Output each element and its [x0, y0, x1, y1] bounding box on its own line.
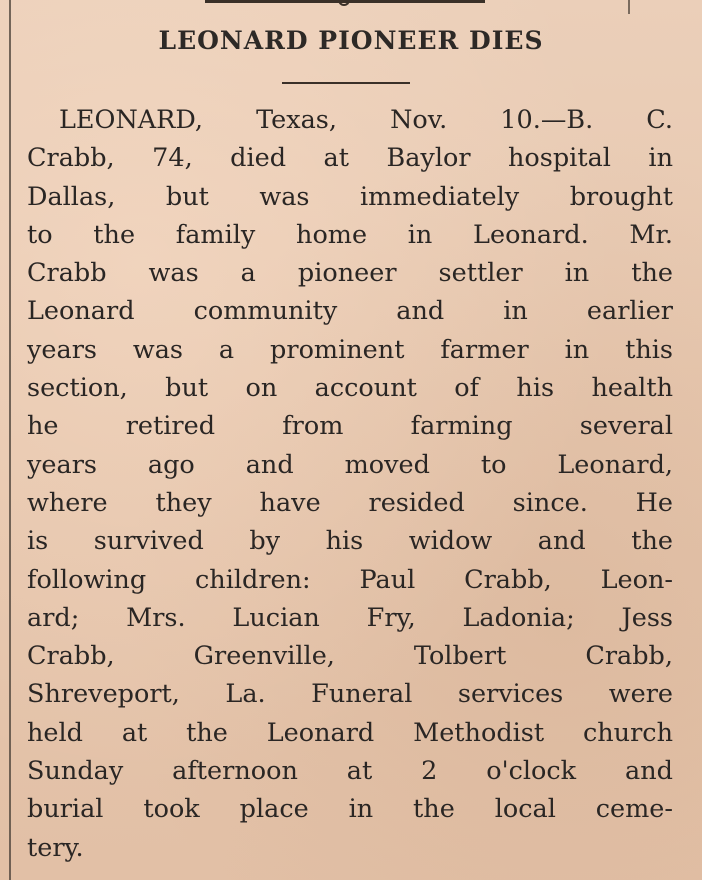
headline: LEONARD PIONEER DIES [158, 26, 544, 55]
article-line: following children: Paul Crabb, Leon- [27, 564, 673, 595]
article-line: Dallas, but was immediately brought [27, 181, 673, 212]
top-ornament [338, 0, 350, 6]
article-line: burial took place in the local ceme- [27, 794, 673, 825]
article-line: Crabb, Greenville, Tolbert Crabb, [27, 641, 673, 672]
headline-rule [282, 82, 410, 84]
article-line: is survived by his widow and the [27, 526, 673, 557]
article-line: years ago and moved to Leonard, [27, 449, 673, 480]
article-line: LEONARD, Texas, Nov. 10.—B. C. [59, 105, 673, 135]
article-line: section, but on account of his health [27, 373, 673, 404]
article-line: years was a prominent farmer in this [27, 334, 673, 365]
article-line: Shreveport, La. Funeral services were [27, 679, 673, 710]
article-line: to the family home in Leonard. Mr. [27, 219, 673, 250]
article-body [27, 101, 673, 867]
article-line: Crabb, 74, died at Baylor hospital in [27, 143, 673, 174]
article-line: ard; Mrs. Lucian Fry, Ladonia; Jess [27, 602, 673, 633]
article-line: held at the Leonard Methodist church [27, 717, 673, 748]
column-rule-left [9, 0, 11, 880]
column-rule-right [628, 0, 630, 14]
article-line: where they have resided since. He [27, 487, 673, 518]
article-line: Crabb was a pioneer settler in the [27, 258, 673, 289]
article-line: Leonard community and in earlier [27, 296, 673, 327]
article-line: tery. [27, 832, 84, 863]
article-line: Sunday afternoon at 2 o'clock and [27, 756, 673, 787]
article-line: he retired from farming several [27, 411, 673, 442]
